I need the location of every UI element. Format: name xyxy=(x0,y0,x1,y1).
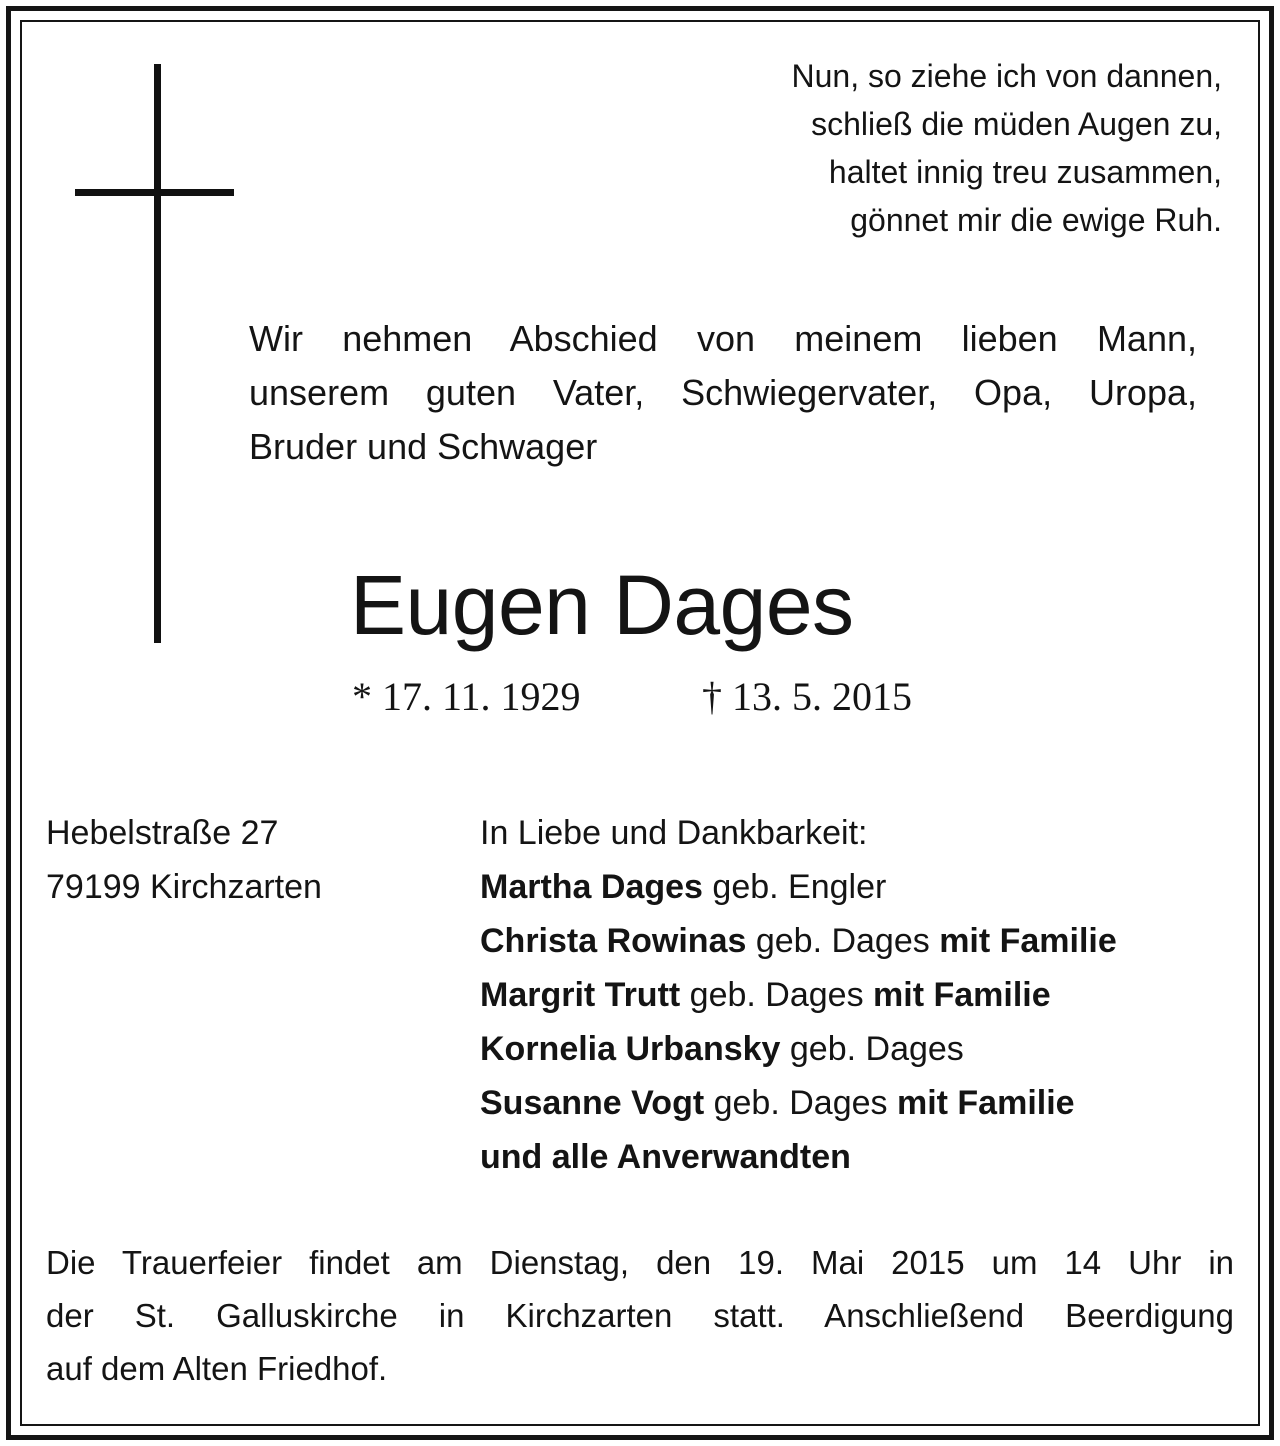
mourner-entry xyxy=(480,914,1117,968)
birth-date: * 17. 11. 1929 xyxy=(352,674,581,719)
cross-horizontal-bar xyxy=(75,189,234,196)
address xyxy=(46,806,322,914)
farewell-line: unserem guten Vater, Schwiegervater, Opa, Uropa, xyxy=(249,372,1197,413)
farewell-text xyxy=(249,312,1197,474)
mourner-name: Kornelia Urbansky xyxy=(480,1030,781,1068)
mourner-name: Christa Rowinas xyxy=(480,922,747,960)
service-line: Die Trauerfeier findet am Dienstag, den 19. Mai 2015 um 14 Uhr in xyxy=(46,1244,1234,1281)
mourner-family: mit Familie xyxy=(939,922,1117,960)
mourner-birthname: geb. Dages xyxy=(780,1030,964,1068)
mourner-name: Susanne Vogt xyxy=(480,1084,705,1122)
mourner-name: Margrit Trutt xyxy=(480,976,681,1014)
service-line: der St. Galluskirche in Kirchzarten statt. Anschließend Beerdigung xyxy=(46,1297,1234,1334)
funeral-service-info xyxy=(46,1236,1234,1395)
mourner-name: Martha Dages xyxy=(480,868,703,906)
mourners-closing: und alle Anverwandten xyxy=(480,1138,851,1176)
mourner-birthname: geb. Dages xyxy=(746,922,940,960)
address-city: 79199 Kirchzarten xyxy=(46,868,322,906)
mourner-entry xyxy=(480,860,1117,914)
life-dates xyxy=(352,670,932,724)
mourner-entry xyxy=(480,1022,1117,1076)
cross-vertical-bar xyxy=(154,64,161,643)
mourner-entry xyxy=(480,1076,1117,1130)
poem-line: haltet innig treu zusammen, xyxy=(828,154,1222,190)
death-date: † 13. 5. 2015 xyxy=(702,674,912,719)
deceased-name: Eugen Dages xyxy=(350,558,854,652)
poem-line: schließ die müden Augen zu, xyxy=(811,106,1222,142)
mourner-birthname: geb. Dages xyxy=(680,976,874,1014)
service-line: auf dem Alten Friedhof. xyxy=(46,1350,388,1387)
mourner-family: mit Familie xyxy=(873,976,1051,1014)
poem-line: Nun, so ziehe ich von dannen, xyxy=(791,58,1222,94)
mourner-family: mit Familie xyxy=(896,1084,1075,1122)
mourner-birthname: geb. Engler xyxy=(702,868,887,906)
farewell-line: Bruder und Schwager xyxy=(249,426,598,467)
mourner-entry xyxy=(480,968,1117,1022)
farewell-line: Wir nehmen Abschied von meinem lieben Mann, xyxy=(249,318,1197,359)
poem-line: gönnet mir die ewige Ruh. xyxy=(850,202,1222,238)
mourner-birthname: geb. Dages xyxy=(704,1084,897,1122)
poem xyxy=(791,52,1222,244)
mourners-heading: In Liebe und Dankbarkeit: xyxy=(480,814,868,852)
mourners-list xyxy=(480,806,1117,1184)
address-street: Hebelstraße 27 xyxy=(46,814,279,852)
